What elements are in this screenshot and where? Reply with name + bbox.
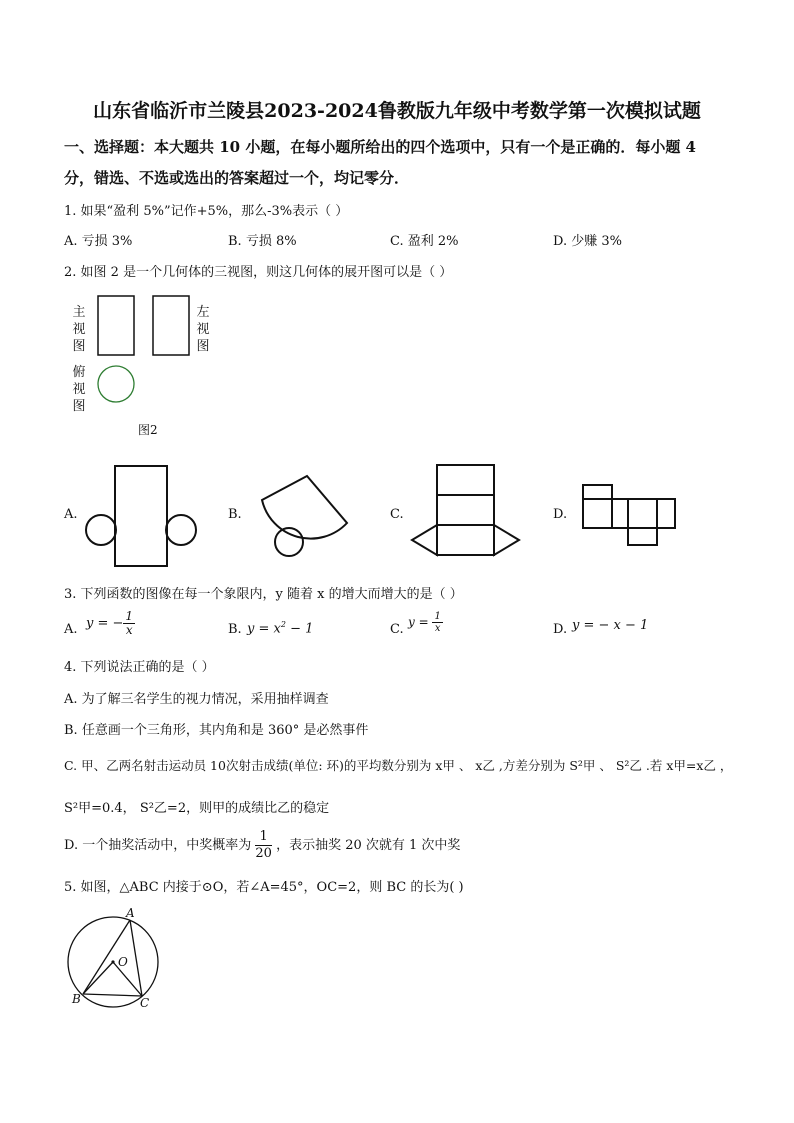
q1-option-d[interactable]: D. 少赚 3% — [553, 234, 622, 249]
q1-stem: 1. 如果“盈利 5%”记作+5%，那么-3%表示（ ） — [64, 204, 349, 219]
point-a-label: A — [126, 906, 135, 920]
point-o-label: O — [118, 955, 128, 969]
q4-option-d[interactable]: D. 一个抽奖活动中，中奖概率为 $\frac{1}{20}$ ，表示抽奖 20 次就有 1 次中奖 — [64, 829, 461, 861]
q3-option-d-label[interactable]: D. — [553, 622, 568, 637]
q5-stem: 5. 如图，△ABC 内接于⊙O，若∠A=45°，OC=2，则 BC 的长为( ) — [64, 880, 464, 895]
left-view-label: 左视图 — [196, 305, 210, 354]
q4-option-b[interactable]: B. 任意画一个三角形，其内角和是 360° 是必然事件 — [64, 723, 369, 738]
q1-option-c[interactable]: C. 盈利 2% — [390, 234, 459, 249]
q3-option-c-formula: y = $\frac{1}{x}$ — [408, 611, 441, 634]
q4-stem: 4. 下列说法正确的是（ ） — [64, 660, 215, 675]
section-instructions-line2: 分，错选、不选或选出的答案超过一个，均记零分． — [64, 169, 410, 187]
section-instructions-line1: 一、选择题：本大题共 10 小题，在每小题所给出的四个选项中，只有一个是正确的．每小题 4 — [64, 138, 696, 156]
q2-option-c-label[interactable]: C. — [390, 507, 404, 522]
point-c-label: C — [140, 996, 150, 1010]
q3-option-a-formula: y = − $\frac{1}{x}$ — [86, 609, 134, 637]
q1-option-b[interactable]: B. 亏损 8% — [228, 234, 297, 249]
q3-option-c-label[interactable]: C. — [390, 622, 404, 637]
figure2-caption: 图2 — [138, 423, 158, 437]
page-title: 山东省临沂市兰陵县2023-2024鲁教版九年级中考数学第一次模拟试题 — [93, 100, 701, 122]
q4-option-c-line2: S²甲=0.4， S²乙=2，则甲的成绩比乙的稳定 — [64, 801, 330, 816]
q3-option-b-label[interactable]: B. — [228, 622, 242, 637]
center-point — [111, 960, 114, 963]
q2-option-d-label[interactable]: D. — [553, 507, 568, 522]
point-b-label: B — [72, 992, 81, 1006]
front-view-label: 主视图 — [72, 305, 86, 354]
q2-option-b-label[interactable]: B. — [228, 507, 242, 522]
top-view-label: 俯视图 — [72, 365, 86, 414]
q2-stem: 2. 如图 2 是一个几何体的三视图，则这几何体的展开图可以是（ ） — [64, 265, 453, 280]
q1-option-a[interactable]: A. 亏损 3% — [64, 234, 133, 249]
q3-stem: 3. 下列函数的图像在每一个象限内，y 随着 x 的增大而增大的是（ ） — [64, 587, 463, 602]
segment-ob — [83, 962, 113, 994]
q3-option-d-formula: y = − x − 1 — [572, 618, 649, 633]
q2-option-a-label[interactable]: A. — [64, 507, 78, 522]
side-bc — [83, 994, 142, 996]
q3-option-b-formula: $y = x^2 - 1$ — [247, 620, 314, 637]
q3-option-a-label[interactable]: A. — [64, 622, 78, 637]
q4-option-c-line1[interactable]: C. 甲、乙两名射击运动员 10次射击成绩(单位: 环)的平均数分别为 x甲 、 x乙 ,方差分别为 S²甲 、 S²乙 .若 x甲=x乙 ， — [64, 758, 733, 773]
q4-option-a[interactable]: A. 为了解三名学生的视力情况，采用抽样调查 — [64, 692, 329, 707]
